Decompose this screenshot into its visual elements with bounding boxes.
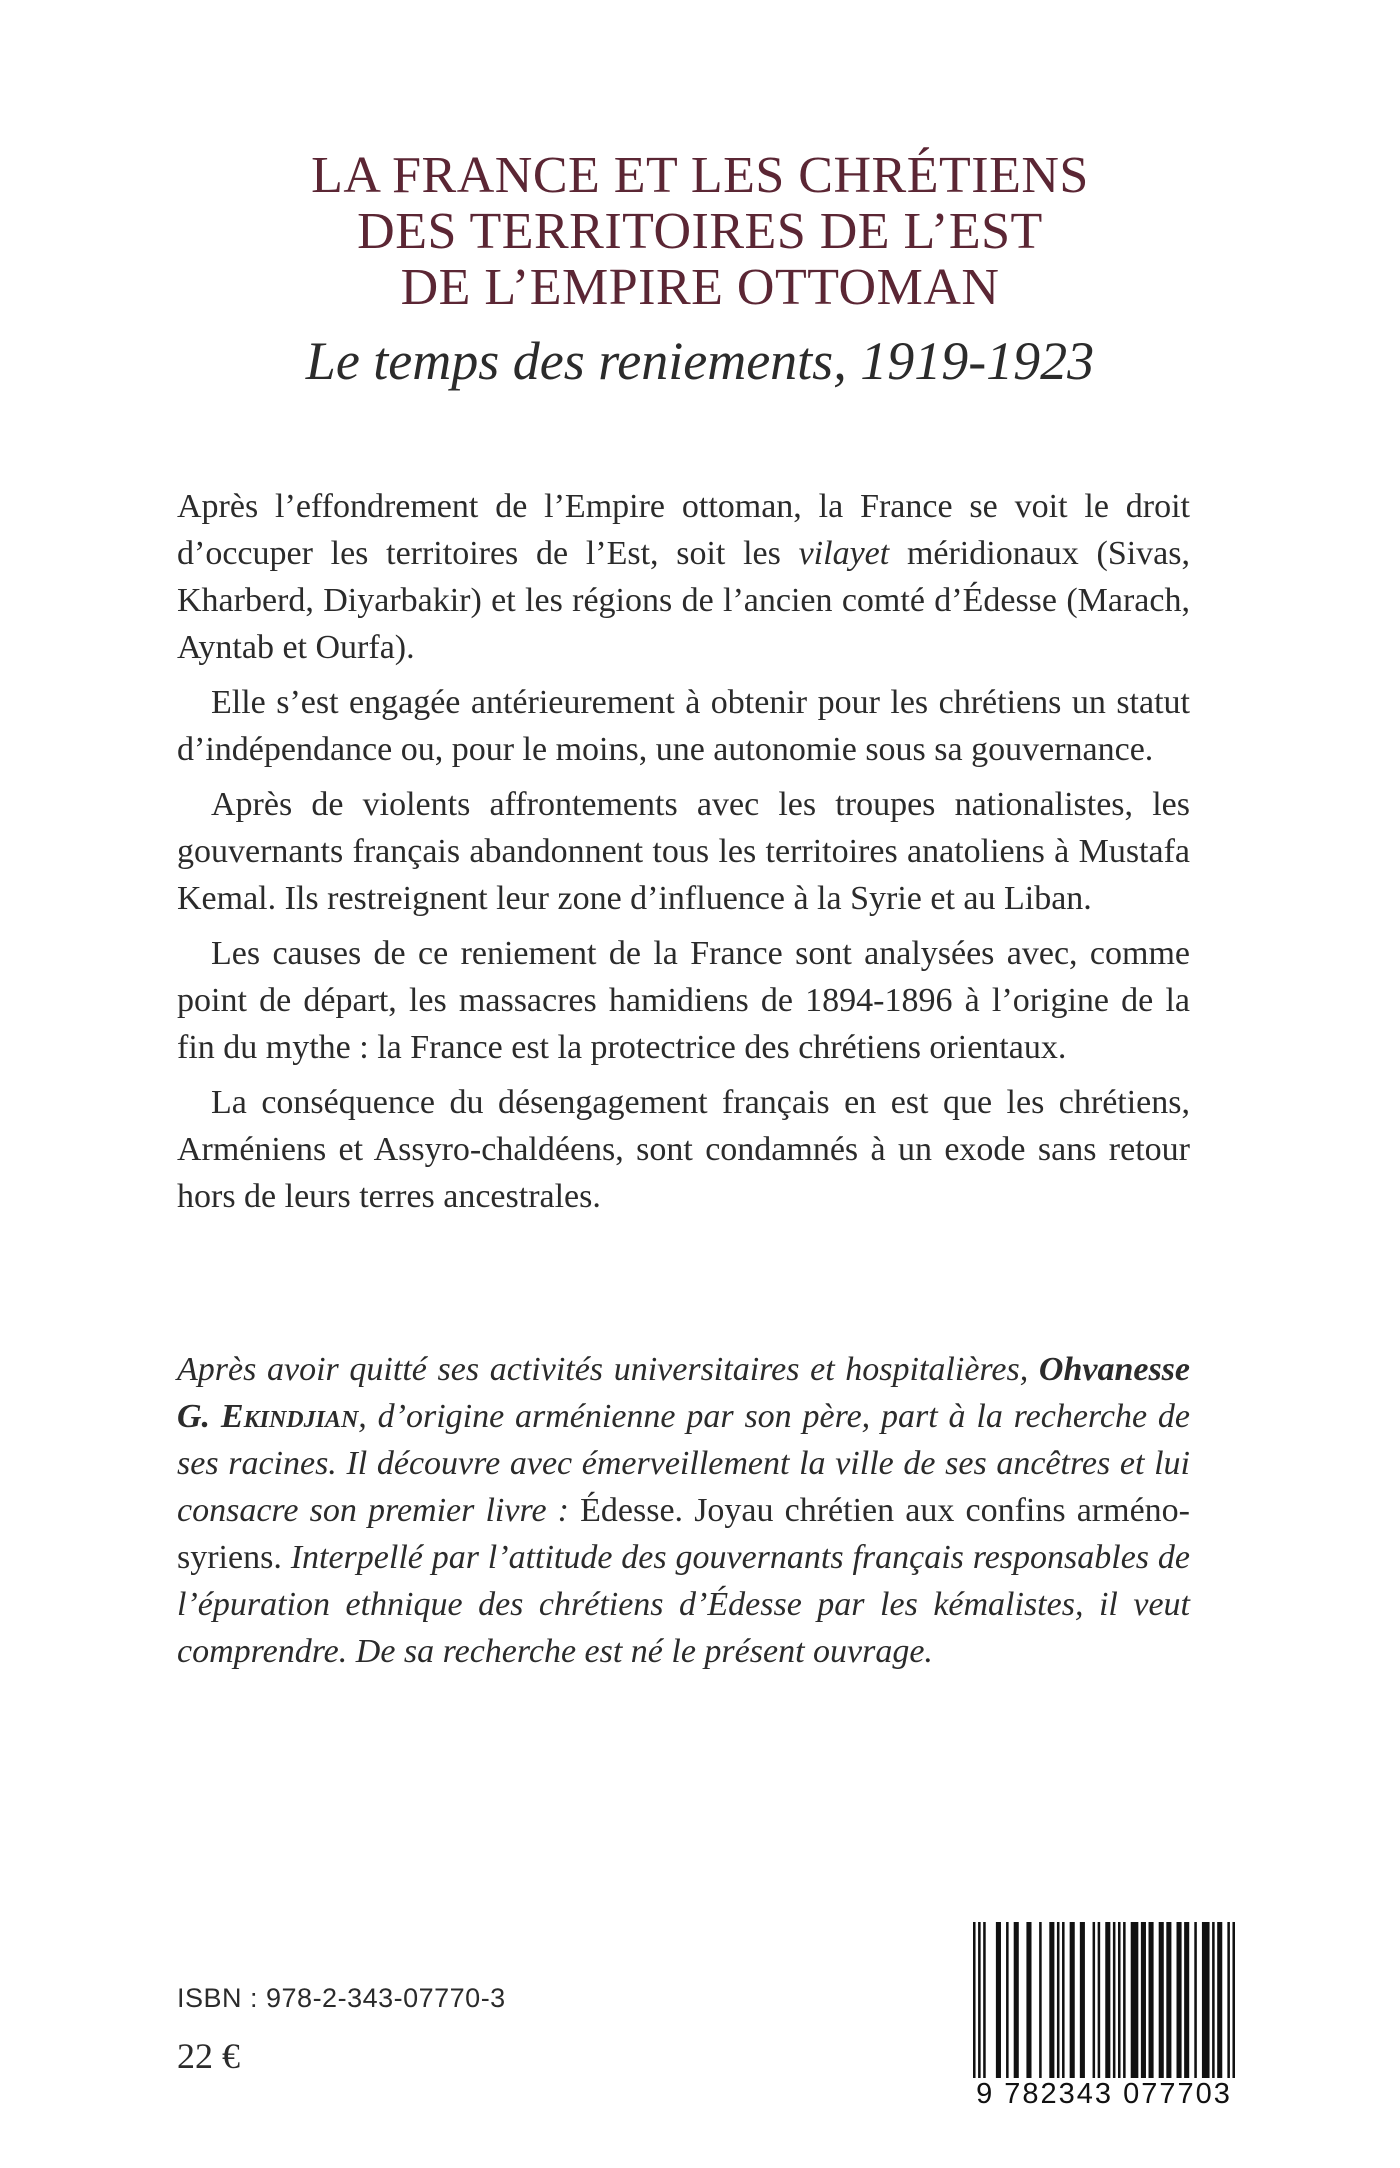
- price-label: 22 €: [177, 2036, 240, 2076]
- barcode-bar: [1212, 1922, 1215, 2082]
- author-name-last: Ekindjian: [220, 1398, 359, 1435]
- barcode-bar: [1006, 1922, 1009, 2082]
- barcode-bar: [1057, 1922, 1060, 2082]
- summary-p1-italic: vilayet: [798, 535, 890, 572]
- barcode-bar: [1014, 1922, 1019, 2082]
- summary-p1-text-b: méridionaux (Sivas, Kharberd, Diyarbakir) et les régions de l’ancien comté d’Édesse (Marach, Ayntab et Ourfa).: [177, 535, 1190, 666]
- barcode-bar: [1166, 1922, 1171, 2082]
- barcode-bar: [996, 1922, 1001, 2082]
- barcode-bar: [983, 1922, 986, 2082]
- barcode-bar: [1049, 1922, 1054, 2082]
- barcode-bar: [1184, 1922, 1189, 2082]
- barcode-bar: [1202, 1922, 1210, 2082]
- barcode-bar: [1113, 1922, 1116, 2082]
- barcode-digits: 9 782343 077703: [966, 2078, 1242, 2111]
- barcode-bar: [1118, 1922, 1121, 2082]
- barcode-bar: [1105, 1922, 1110, 2082]
- barcode-bar: [1098, 1922, 1101, 2082]
- barcode-bar: [1070, 1922, 1075, 2082]
- barcode-bar: [1141, 1922, 1146, 2082]
- barcode: [966, 1922, 1242, 2122]
- barcode-bar: [1131, 1922, 1139, 2082]
- barcode-bar: [1093, 1922, 1096, 2082]
- barcode-bar: [978, 1922, 981, 2082]
- book-title-line-3: DE L’EMPIRE OTTOMAN: [400, 259, 1000, 316]
- summary-paragraph-4: Les causes de ce reniement de la France sont analysées avec, comme point de départ, les massacres hamidiens de 1894-1896 à l’origine de la fin du mythe : la France est la protectrice des chrétiens orientaux.: [177, 935, 1190, 1066]
- author-bio-middle: , d’origine arménienne par son père, part à la recherche de ses racines. Il découvre avec émerveillement la ville de ses ancêtres et lui consacre son premier livre :: [177, 1398, 1191, 1529]
- barcode-bar: [1159, 1922, 1164, 2082]
- author-name-first: Ohvanesse G.: [177, 1351, 1190, 1435]
- barcode-bar: [973, 1922, 976, 2082]
- summary-paragraph-2: Elle s’est engagée antérieurement à obtenir pour les chrétiens un statut d’indépendance ou, pour le moins, une autonomie sous sa gouvernance.: [177, 684, 1190, 768]
- author-previous-book: Édesse. Joyau chrétien aux confins arméno-syriens.: [177, 1492, 1190, 1576]
- summary-paragraph-5: La conséquence du désengagement français en est que les chrétiens, Arméniens et Assyro-chaldéens, sont condamnés à un exode sans retour hors de leurs terres ancestrales.: [177, 1084, 1190, 1215]
- barcode-bar: [1194, 1922, 1197, 2082]
- barcode-bar: [1149, 1922, 1154, 2082]
- barcode-bars: [966, 1922, 1242, 2082]
- isbn-label: ISBN : 978-2-343-07770-3: [177, 1983, 506, 2013]
- author-bio-end: Interpellé par l’attitude des gouvernants français responsables de l’épuration ethnique des chrétiens d’Édesse par les kémalistes, il veut comprendre. De sa recherche est né le présent ouvrage.: [177, 1539, 1190, 1670]
- author-bio: [177, 1346, 1190, 1675]
- barcode-bar: [1080, 1922, 1085, 2082]
- author-bio-paragraph: [177, 1346, 1190, 1675]
- barcode-bar: [1039, 1922, 1042, 2082]
- book-title-block: [0, 148, 1400, 392]
- barcode-bar: [1177, 1922, 1182, 2082]
- book-title-line-2: DES TERRITOIRES DE L’EST: [357, 203, 1043, 260]
- book-title-line-1: LA FRANCE ET LES CHRÉTIENS: [311, 147, 1089, 204]
- barcode-bar: [1026, 1922, 1031, 2082]
- book-subtitle: Le temps des reniements, 1919-1923: [305, 331, 1095, 391]
- author-bio-intro: Après avoir quitté ses activités universitaires et hospitalières,: [177, 1351, 1039, 1388]
- barcode-bar: [1232, 1922, 1235, 2082]
- barcode-bar: [1062, 1922, 1065, 2082]
- barcode-bar: [1123, 1922, 1126, 2082]
- barcode-bar: [1217, 1922, 1222, 2082]
- barcode-bar: [1227, 1922, 1230, 2082]
- summary-paragraph-3: Après de violents affrontements avec les troupes nationalistes, les gouvernants français abandonnent tous les territoires anatoliens à Mustafa Kemal. Ils restreignent leur zone d’influence à la Syrie et au Liban.: [177, 786, 1190, 917]
- book-summary: [177, 483, 1190, 1228]
- summary-paragraph-1: [177, 483, 1190, 671]
- summary-p1-text-a: Après l’effondrement de l’Empire ottoman, la France se voit le droit d’occuper les territoires de l’Est, soit les: [177, 488, 1190, 572]
